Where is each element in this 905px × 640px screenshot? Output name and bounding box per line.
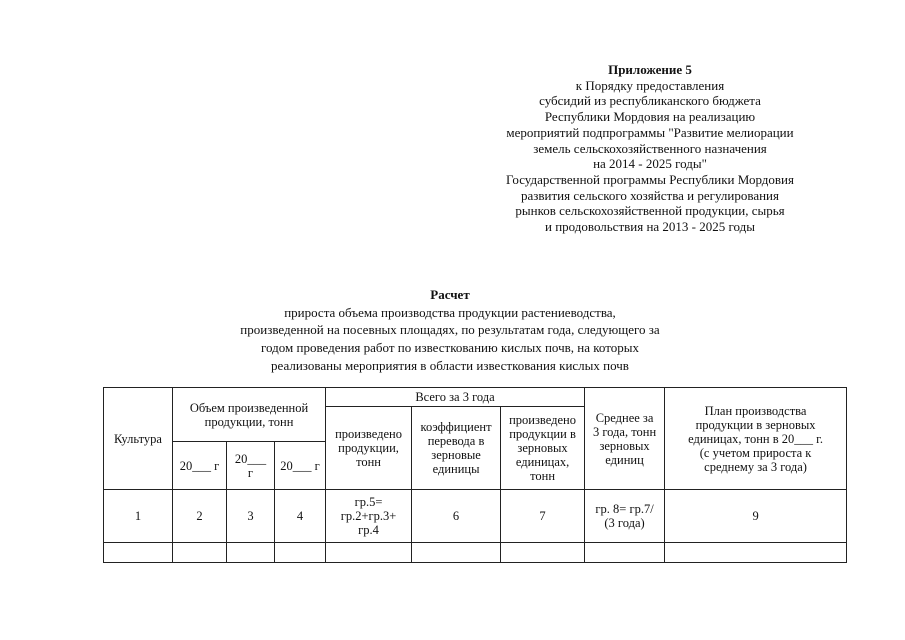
col-number-5: гр.5= гр.2+гр.3+ гр.4: [326, 490, 412, 543]
empty-cell[interactable]: [326, 543, 412, 563]
appendix-line: мероприятий подпрограммы "Развитие мелиорации: [506, 124, 794, 140]
empty-cell[interactable]: [585, 543, 665, 563]
appendix-line: к Порядку предоставления: [575, 77, 725, 93]
empty-cell[interactable]: [104, 543, 173, 563]
header-average: Среднее за 3 года, тонн зерновых единиц: [585, 388, 665, 490]
heading-line: годом проведения работ по известкованию кислых почв, на которых: [261, 340, 639, 356]
col-number-2: 2: [173, 490, 227, 543]
calculation-table: [103, 387, 847, 563]
header-culture: Культура: [104, 388, 173, 490]
heading-line: реализованы мероприятия в области известкования кислых почв: [271, 357, 629, 373]
header-total-3-years: Всего за 3 года: [326, 388, 585, 407]
appendix-line: субсидий из республиканского бюджета: [539, 93, 761, 109]
calculation-heading: [185, 286, 715, 375]
header-produced-grain: произведено продукции в зерновых единицах, тонн: [501, 407, 585, 490]
col-number-9: 9: [665, 490, 847, 543]
header-coefficient: коэффициент перевода в зерновые единицы: [412, 407, 501, 490]
appendix-line: на 2014 - 2025 годы": [593, 156, 707, 172]
heading-line: произведенной на посевных площадях, по результатам года, следующего за: [240, 322, 660, 338]
empty-cell[interactable]: [665, 543, 847, 563]
empty-cell[interactable]: [501, 543, 585, 563]
header-year-2: 20___ г: [227, 442, 275, 490]
empty-cell[interactable]: [173, 543, 227, 563]
header-plan: План производства продукции в зерновых единицах, тонн в 20___ г. (с учетом прироста к среднему за 3 года): [665, 388, 847, 490]
appendix-line: Государственной программы Республики Мордовия: [506, 171, 794, 187]
col-number-6: 6: [412, 490, 501, 543]
col-number-7: 7: [501, 490, 585, 543]
header-year-1: 20___ г: [173, 442, 227, 490]
appendix-title: Приложение 5: [608, 62, 692, 77]
appendix-line: земель сельскохозяйственного назначения: [533, 140, 767, 156]
empty-cell[interactable]: [412, 543, 501, 563]
empty-cell[interactable]: [275, 543, 326, 563]
header-year-3: 20___ г: [275, 442, 326, 490]
col-number-3: 3: [227, 490, 275, 543]
appendix-line: Республики Мордовия на реализацию: [544, 109, 756, 125]
appendix-block: [470, 62, 830, 235]
appendix-line: и продовольствия на 2013 - 2025 годы: [544, 219, 755, 235]
col-number-8: гр. 8= гр.7/ (3 года): [585, 490, 665, 543]
empty-cell[interactable]: [227, 543, 275, 563]
heading-line: прироста объема производства продукции растениеводства,: [284, 304, 616, 320]
calculation-title: Расчет: [430, 287, 470, 302]
appendix-line: рынков сельскохозяйственной продукции, сырья: [515, 203, 785, 219]
appendix-line: развития сельского хозяйства и регулирования: [521, 187, 779, 203]
header-produced: произведено продукции, тонн: [326, 407, 412, 490]
col-number-4: 4: [275, 490, 326, 543]
col-number-1: 1: [104, 490, 173, 543]
header-volume-group: Объем произведенной продукции, тонн: [173, 388, 326, 442]
